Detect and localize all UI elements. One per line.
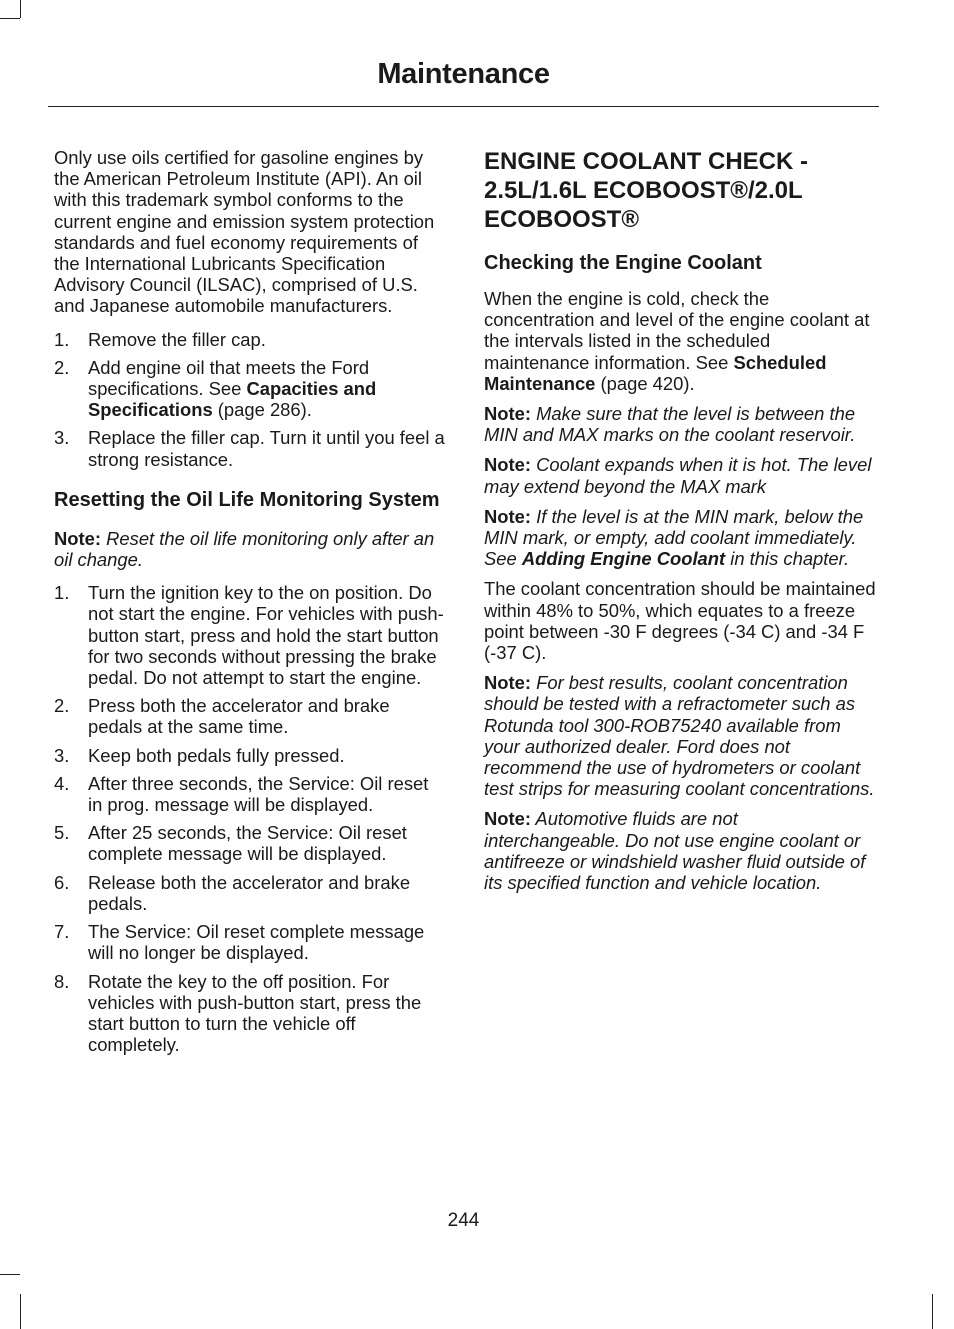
reset-note: Note: Reset the oil life monitoring only after an oil change. xyxy=(54,527,435,571)
list-item: 3. Replace the filler cap. Turn it until you feel a strong resistance. xyxy=(54,427,445,470)
list-item: 2. Press both the accelerator and brake pedals at the same time. xyxy=(54,695,390,738)
list-item: 2. Add engine oil that meets the Ford specifications. See Capacities and Specifications (page 286). xyxy=(54,356,377,421)
oil-certification-paragraph: Only use oils certified for gasoline engines by the American Petroleum Institute (API). An oil with this trademark symbol conforms to the current engine and emission system protection standards and fuel economy requirements of the International Lubricants Specification Advisory Council (ILSAC), comprised of U.S. and Japanese automobile manufacturers. xyxy=(54,147,435,317)
list-item: 4. After three seconds, the Service: Oil reset in prog. message will be displayed. xyxy=(54,772,429,816)
crop-mark-top-left-vertical xyxy=(20,0,21,18)
note-fluids-not-interchangeable: Note: Automotive fluids are not interchangeable. Do not use engine coolant or antifreeze or windshield washer fluid outside of its specified function and vehicle location. xyxy=(484,808,866,894)
list-item: 8. Rotate the key to the off position. For vehicles with push-button start, press the start button to turn the vehicle off completely. xyxy=(54,970,422,1056)
engine-coolant-check-heading: ENGINE COOLANT CHECK - 2.5L/1.6L ECOBOOST®/2.0L ECOBOOST® xyxy=(484,148,808,233)
check-coolant-paragraph: When the engine is cold, check the concentration and level of the engine coolant at the intervals listed in the scheduled maintenance information. See Scheduled Maintenance (page 420). xyxy=(484,288,870,394)
add-oil-steps xyxy=(54,329,446,470)
coolant-concentration-paragraph: The coolant concentration should be maintained within 48% to 50%, which equates to a freeze point between -30 F degrees (-34 C) and -34 F (-37 C). xyxy=(484,578,876,664)
page-number: 244 xyxy=(447,1210,480,1231)
note-add-coolant: Note: If the level is at the MIN mark, below the MIN mark, or empty, add coolant immediately. See Adding Engine Coolant in this chapter. xyxy=(484,505,864,570)
list-item: 1. Turn the ignition key to the on position. Do not start the engine. For vehicles with push-button start, press and hold the start button for two seconds without pressing the brake pedal. Do not attempt to start the engine. xyxy=(54,582,444,689)
crop-mark-bottom-left-vertical xyxy=(20,1294,21,1329)
page-title: Maintenance xyxy=(377,58,550,90)
note-min-max: Note: Make sure that the level is between the MIN and MAX marks on the coolant reservoir. xyxy=(484,403,856,446)
left-column xyxy=(54,147,446,1062)
header-divider xyxy=(48,106,879,107)
list-item: 5. After 25 seconds, the Service: Oil reset complete message will be displayed. xyxy=(54,822,407,865)
crop-mark-top-left-horizontal xyxy=(0,18,20,19)
crop-mark-bottom-left-horizontal xyxy=(0,1274,20,1275)
list-item: 6. Release both the accelerator and brake pedals. xyxy=(54,871,411,914)
crop-mark-bottom-right-vertical xyxy=(932,1294,933,1329)
capacities-link[interactable]: Capacities and Specifications xyxy=(88,378,377,421)
note-coolant-expands: Note: Coolant expands when it is hot. The level may extend beyond the MAX mark xyxy=(484,454,872,497)
list-item: 3. Keep both pedals fully pressed. xyxy=(54,744,345,766)
scheduled-maintenance-link[interactable]: Scheduled Maintenance xyxy=(484,351,827,394)
reset-steps xyxy=(54,582,446,1055)
adding-engine-coolant-link[interactable]: Adding Engine Coolant xyxy=(521,548,726,570)
note-refractometer: Note: For best results, coolant concentration should be tested with a refractometer such as Rotunda tool 300-ROB75240 available from your authorized dealer. Ford does not recommend the use of hydrometers or coolant test strips for measuring coolant concentrations. xyxy=(484,672,875,800)
list-item: 1. Remove the filler cap. xyxy=(54,328,266,350)
right-column xyxy=(484,147,876,902)
reset-oil-life-heading: Resetting the Oil Life Monitoring System xyxy=(54,488,440,511)
list-item: 7. The Service: Oil reset complete message will no longer be displayed. xyxy=(54,921,425,964)
checking-coolant-heading: Checking the Engine Coolant xyxy=(484,252,762,274)
